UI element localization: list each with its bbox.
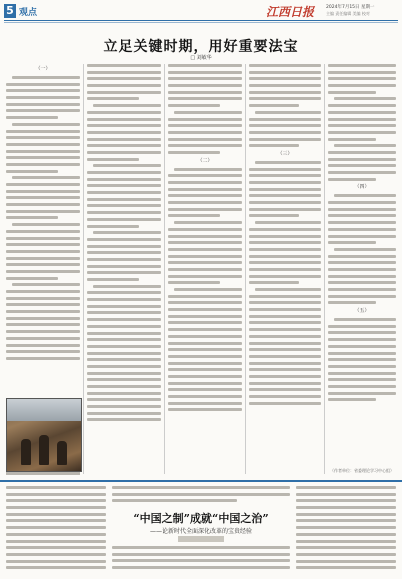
- issue-date: 2024年7月15日 星期一: [326, 5, 375, 10]
- header-rule-thin: [4, 22, 398, 23]
- bottom-article-rule: [0, 480, 402, 482]
- bottom-article-subtitle: ——论新时代全面深化改革的宝贵经验: [149, 528, 252, 535]
- photo-caption: [6, 472, 80, 475]
- column-divider: [324, 64, 325, 474]
- column-divider: [164, 64, 165, 474]
- bottom-article-author: [178, 536, 224, 542]
- column-divider: [83, 64, 84, 474]
- article-byline: □ 刘敏华: [190, 55, 212, 61]
- text-column-1: [6, 64, 80, 394]
- text-column-4: [249, 64, 321, 474]
- bottom-text-center-bottom: [112, 546, 290, 578]
- article-photo: [6, 398, 82, 472]
- text-column-3: [168, 64, 242, 474]
- bottom-text-center-top: [112, 486, 290, 506]
- editors-line: 主编 责任编辑 美编 校对: [326, 11, 370, 16]
- masthead-logo: 江西日报: [266, 5, 315, 19]
- text-column-5: [328, 64, 396, 464]
- section-heading: （三）: [277, 150, 293, 157]
- section-heading: （一）: [35, 66, 51, 72]
- column-divider: [245, 64, 246, 474]
- article-title: 立足关键时期，用好重要法宝: [103, 39, 299, 55]
- bottom-article-title: “中国之制”成就“中国之治”: [133, 512, 269, 525]
- article-end-note: （作者单位：省委理论学习中心组）: [330, 468, 394, 473]
- section-heading: （二）: [197, 157, 213, 164]
- text-column-2: [87, 64, 161, 474]
- page-header: [4, 3, 398, 21]
- section-heading: （五）: [354, 308, 370, 315]
- header-rule: [4, 20, 398, 21]
- section-name: 观点: [19, 8, 38, 18]
- page-number: 5: [4, 4, 16, 18]
- section-heading: （四）: [354, 184, 370, 191]
